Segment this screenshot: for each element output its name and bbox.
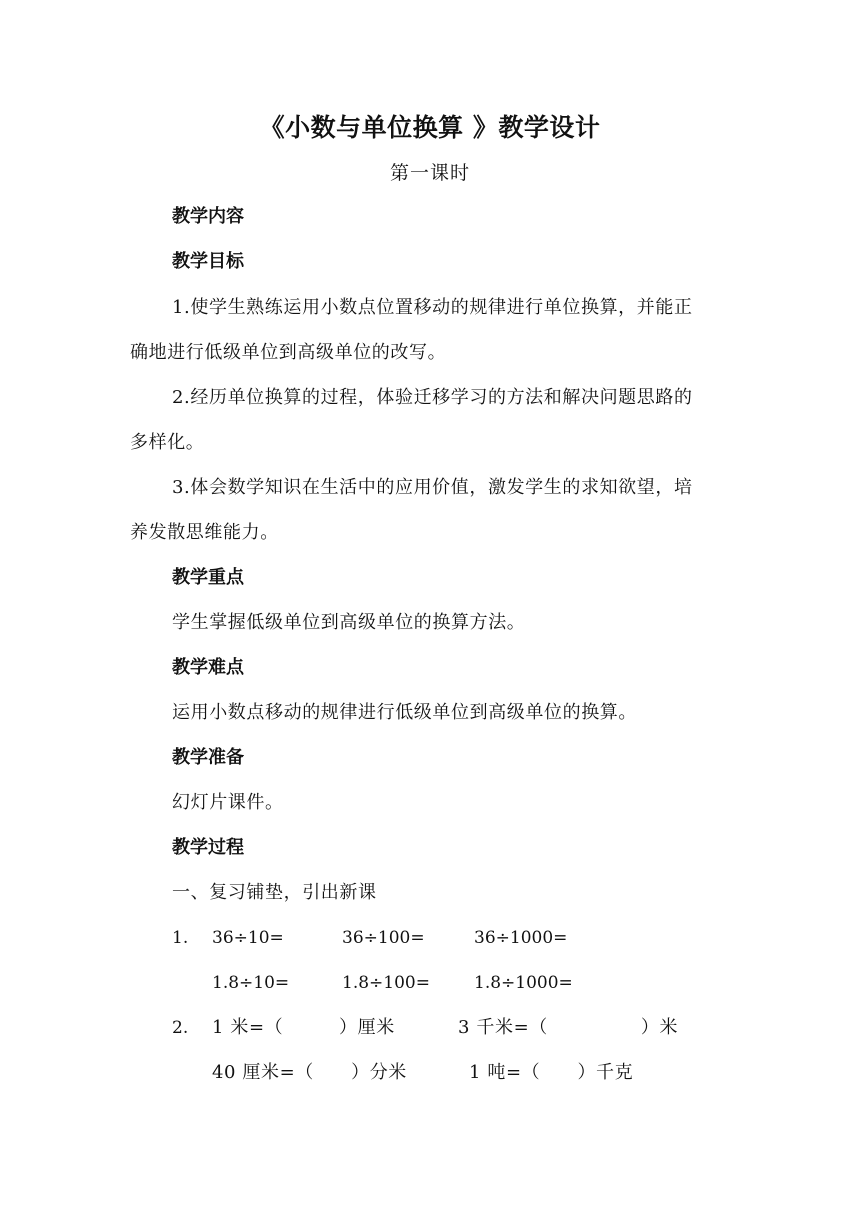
heading-teaching-key: 教学重点 xyxy=(172,567,244,588)
heading-teaching-difficulty: 教学难点 xyxy=(172,657,244,678)
heading-teaching-prep: 教学准备 xyxy=(172,747,244,768)
exercise-1-item-f: 1.8÷1000= xyxy=(474,973,573,993)
prep-text: 幻灯片课件。 xyxy=(172,792,284,813)
goal-1-line-1: 1.使学生熟练运用小数点位置移动的规律进行单位换算，并能正 xyxy=(172,297,693,318)
exercise-1-item-e: 1.8÷100= xyxy=(342,973,430,993)
document-subtitle: 第一课时 xyxy=(389,162,470,184)
exercise-1-item-d: 1.8÷10= xyxy=(212,973,290,993)
exercise-2-item-a: 1 米=（ ）厘米 xyxy=(212,1017,395,1038)
exercise-2-item-d: 1 吨=（ ）千克 xyxy=(469,1062,634,1083)
exercise-2-number: 2. xyxy=(172,1018,189,1038)
exercise-1-item-a: 36÷10= xyxy=(212,928,284,948)
exercise-2-item-b: 3 千米=（ ）米 xyxy=(458,1017,679,1038)
difficulty-text: 运用小数点移动的规律进行低级单位到高级单位的换算。 xyxy=(172,702,637,723)
exercise-2-item-c: 40 厘米=（ ）分米 xyxy=(212,1062,407,1083)
heading-teaching-goal: 教学目标 xyxy=(172,251,244,272)
exercise-1-item-b: 36÷100= xyxy=(342,928,425,948)
goal-2-line-1: 2.经历单位换算的过程，体验迁移学习的方法和解决问题思路的 xyxy=(172,387,693,408)
goal-2-line-2: 多样化。 xyxy=(130,432,205,453)
heading-teaching-process: 教学过程 xyxy=(172,837,244,858)
exercise-1-item-c: 36÷1000= xyxy=(474,928,568,948)
document-title: 《小数与单位换算 》教学设计 xyxy=(259,113,601,142)
goal-3-line-1: 3.体会数学知识在生活中的应用价值，激发学生的求知欲望，培 xyxy=(172,477,693,498)
goal-3-line-2: 养发散思维能力。 xyxy=(130,522,279,543)
key-text: 学生掌握低级单位到高级单位的换算方法。 xyxy=(172,612,526,633)
heading-teaching-content: 教学内容 xyxy=(172,206,244,227)
section-1-title: 一、复习铺垫，引出新课 xyxy=(172,882,377,903)
exercise-1-number: 1. xyxy=(172,928,189,948)
goal-1-line-2: 确地进行低级单位到高级单位的改写。 xyxy=(130,342,447,363)
